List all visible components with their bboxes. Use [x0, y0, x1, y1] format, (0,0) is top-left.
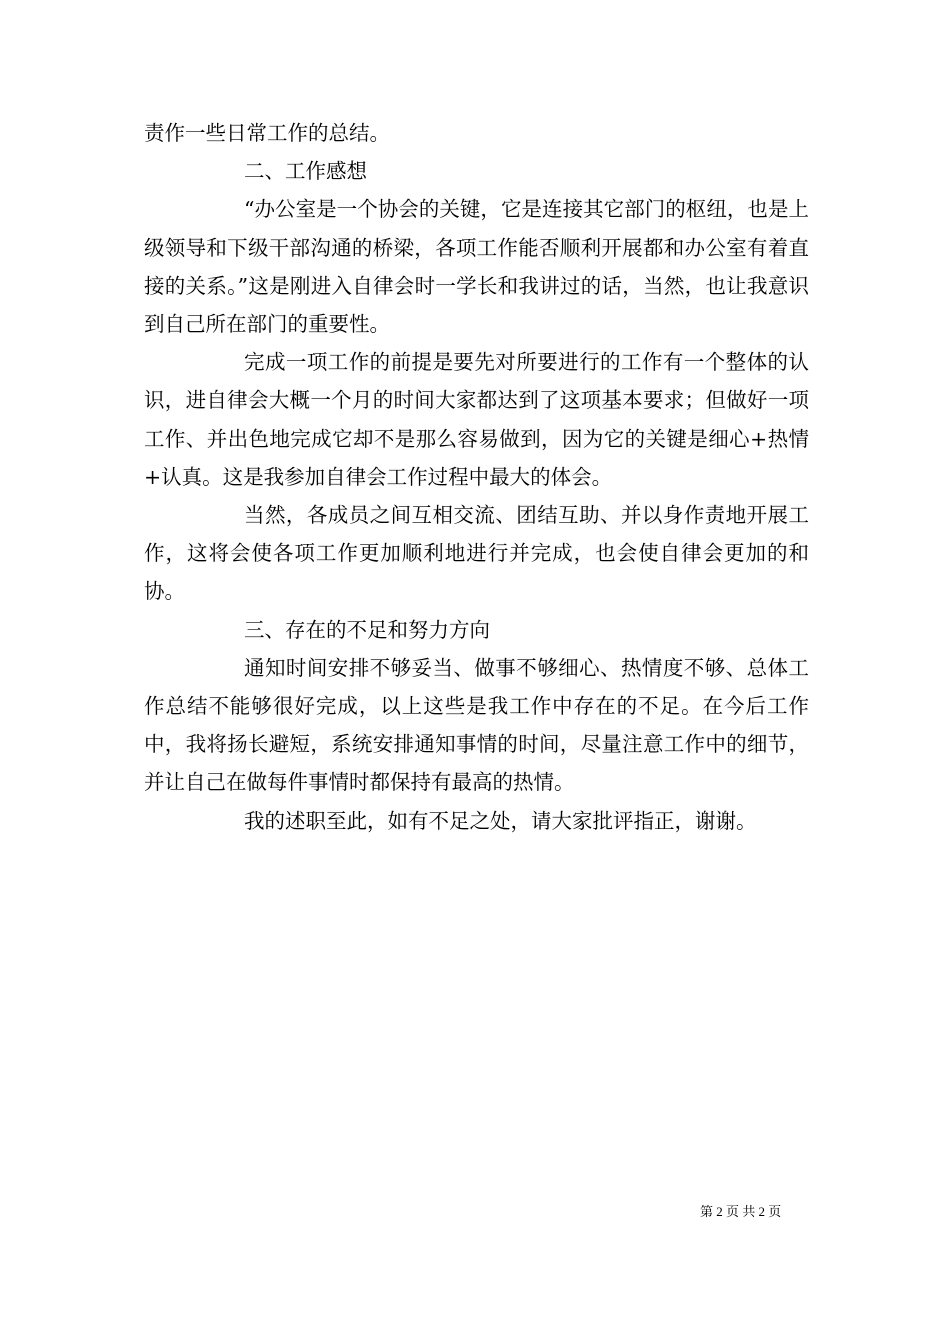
- paragraph-closing: 我的述职至此，如有不足之处，请大家批评指正，谢谢。: [244, 808, 757, 833]
- page-number-footer: 第 2 页 共 2 页: [700, 1204, 782, 1219]
- paragraph-teamwork: 当然，各成员之间互相交流、团结互助、并以身作责地开展工作，这将会使各项工作更加顺利地进行并完成，也会使自律会更加的和协。: [144, 503, 809, 604]
- paragraph-office-role: “办公室是一个协会的关键，它是连接其它部门的枢纽，也是上级领导和下级干部沟通的桥梁，各项工作能否顺利开展都和办公室有着直接的关系。”这是刚进入自律会时一学长和我讲过的话，当然，也让我意识到自己所在部门的重要性。: [144, 197, 809, 337]
- section-heading-work-thoughts: 二、工作感想: [244, 159, 367, 184]
- paragraph-continuation: 责作一些日常工作的总结。: [144, 121, 390, 145]
- document-body: [144, 114, 809, 840]
- section-heading-shortcomings: 三、存在的不足和努力方向: [244, 617, 490, 642]
- paragraph-shortcomings: 通知时间安排不够妥当、做事不够细心、热情度不够、总体工作总结不能够很好完成，以上这些是我工作中存在的不足。在今后工作中，我将扬长避短，系统安排通知事情的时间，尽量注意工作中的细节，并让自己在做每件事情时都保持有最高的热情。: [144, 655, 809, 795]
- paragraph-work-premise: 完成一项工作的前提是要先对所要进行的工作有一个整体的认识，进自律会大概一个月的时间大家都达到了这项基本要求；但做好一项工作、并出色地完成它却不是那么容易做到，因为它的关键是细心+热情+认真。这是我参加自律会工作过程中最大的体会。: [144, 350, 809, 489]
